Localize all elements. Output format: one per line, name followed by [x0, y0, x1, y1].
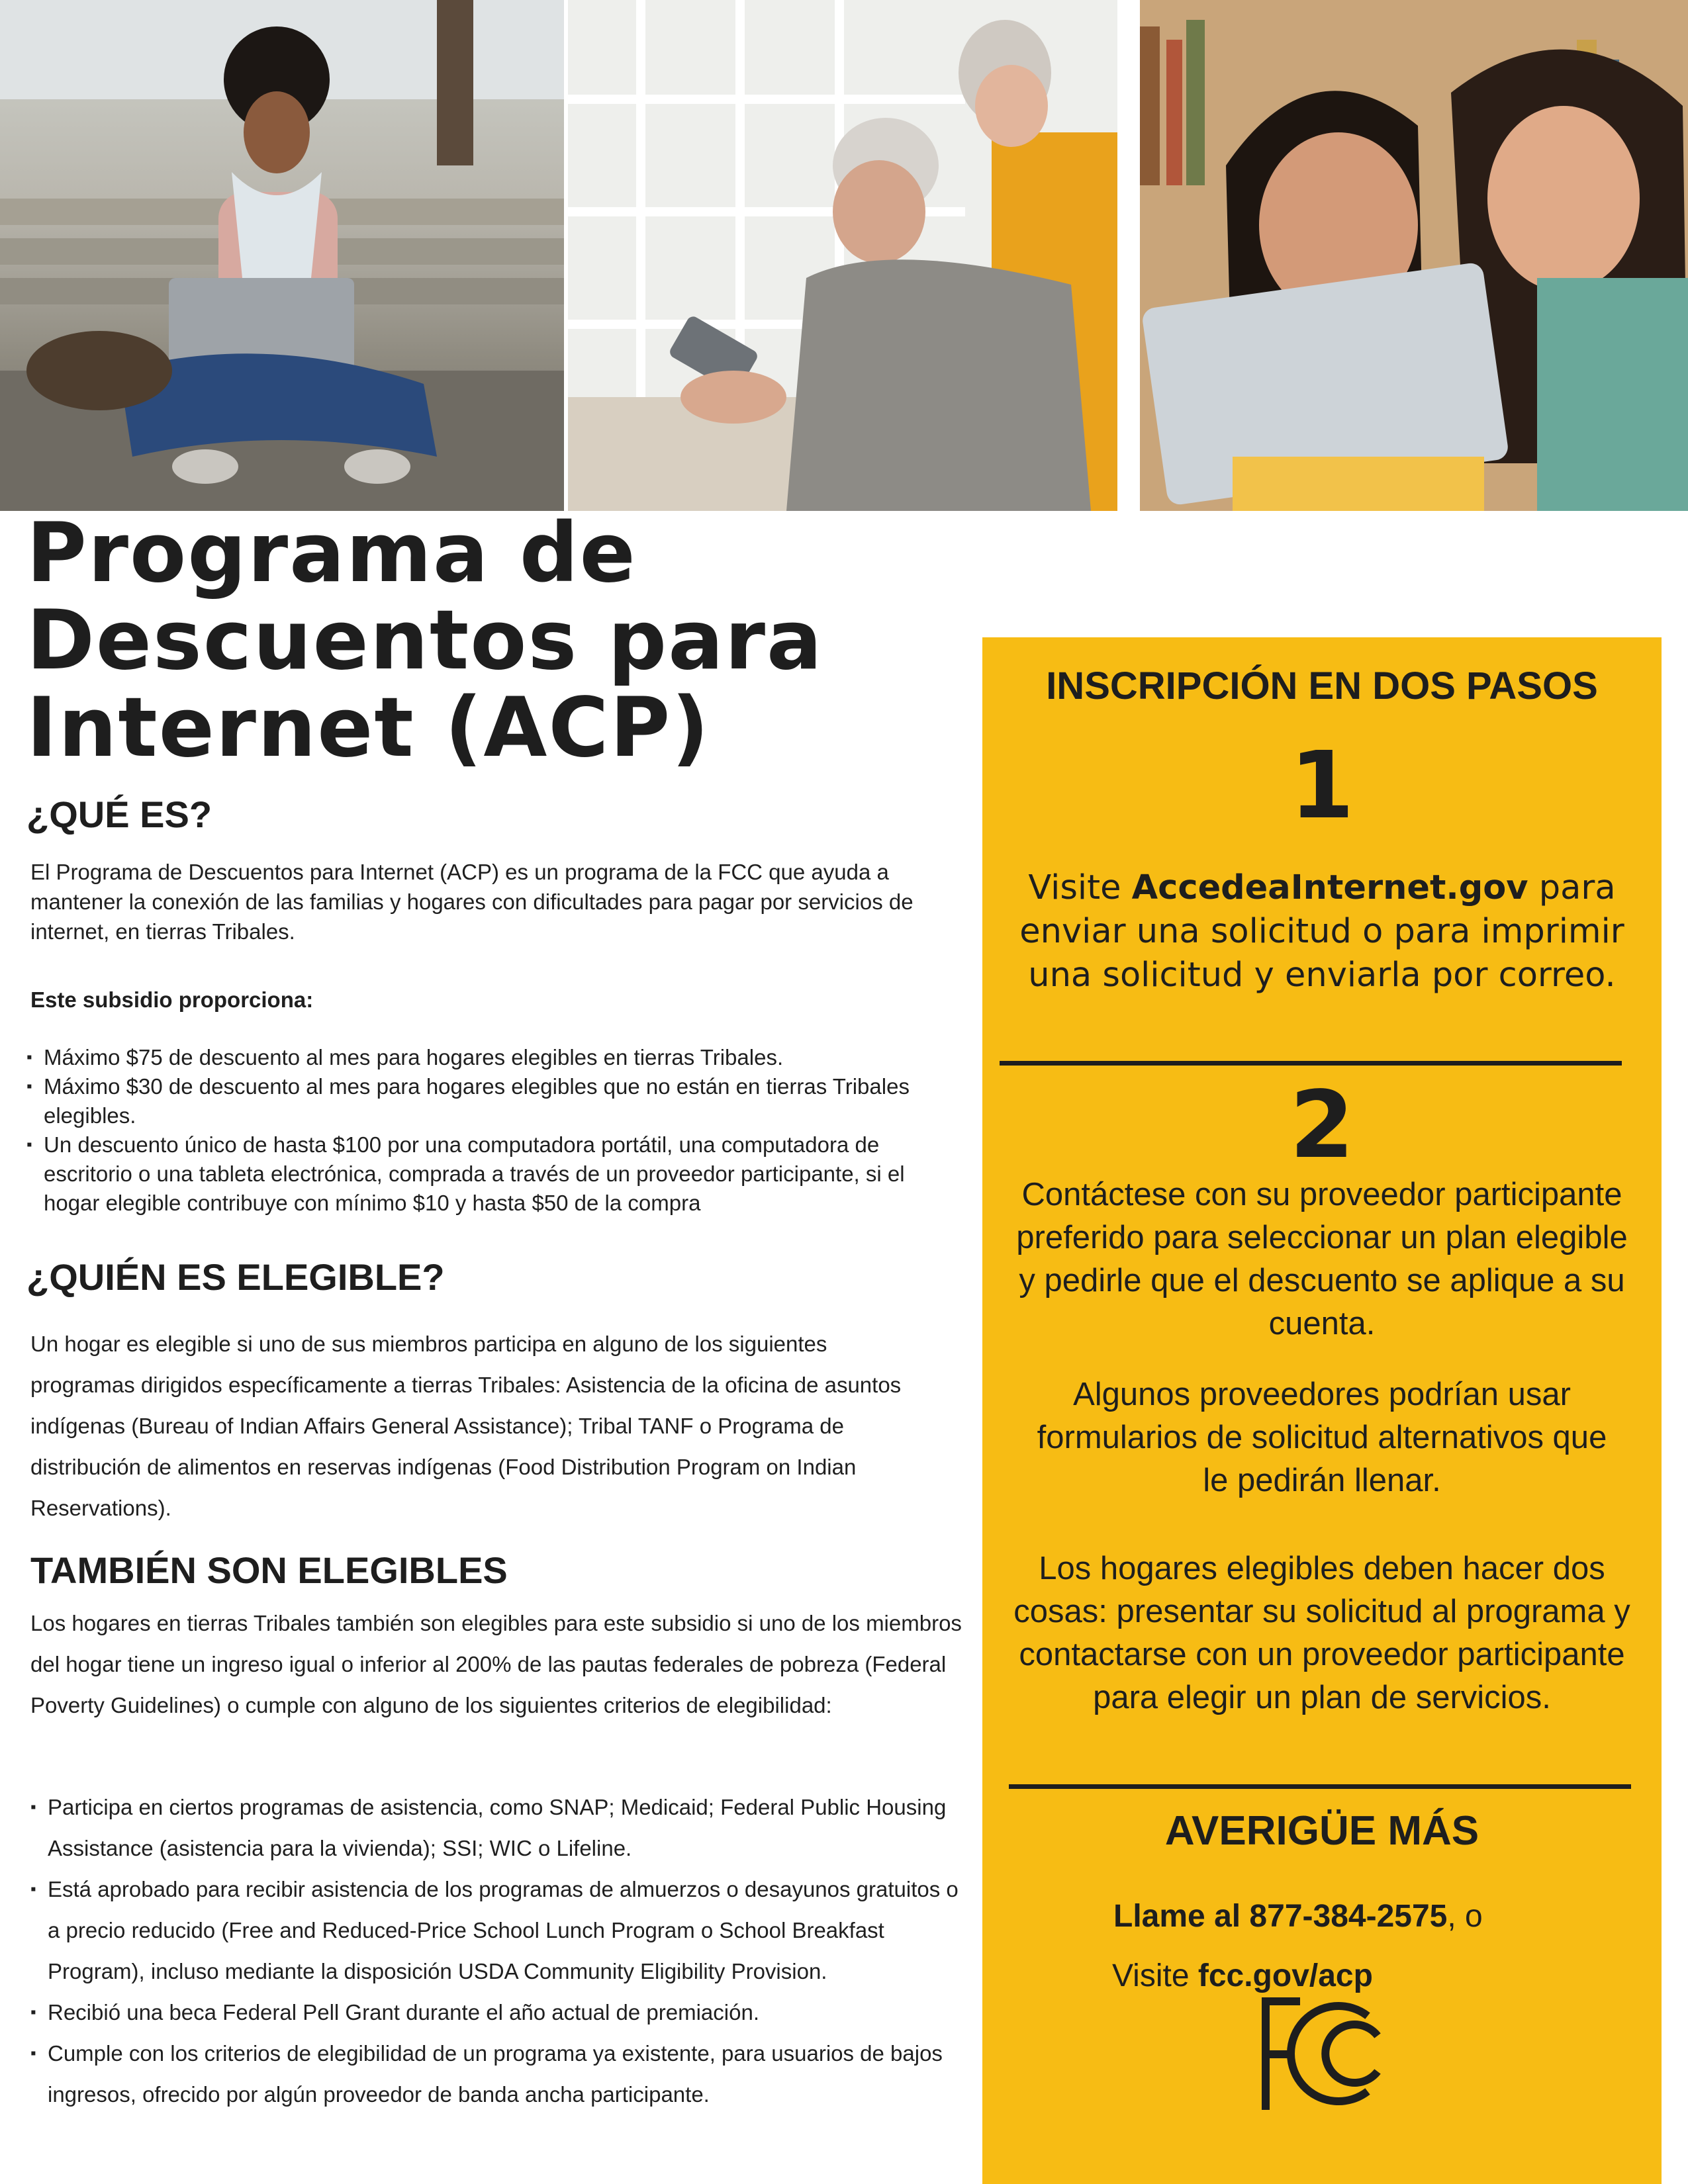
- more-heading: AVERIGÜE MÁS: [1164, 1808, 1479, 1854]
- step-2-number: 2: [1289, 1071, 1354, 1179]
- student-laptop-photo: [0, 0, 564, 511]
- subsidy-label: Este subsidio proporciona:: [30, 987, 314, 1012]
- call-line: [1113, 1898, 1483, 1934]
- seniors-tablet-photo: [568, 0, 1117, 511]
- divider: [1000, 1061, 1622, 1066]
- list-item: ▪ Un descuento único de hasta $100 por una computadora portátil, una computadora de escritorio o una tableta electrónica, comprada a través de un proveedor participante, si el hogar elegible contribuye con mínimo $10 y hasta $50 de la compra: [26, 1130, 960, 1218]
- student-laptop-illustration: [0, 0, 564, 511]
- list-item: ▪ Máximo $30 de descuento al mes para hogares elegibles que no están en tierras Tribales elegibles.: [26, 1072, 960, 1130]
- phone-number[interactable]: Llame al 877-384-2575: [1113, 1899, 1448, 1934]
- step-1-text: [982, 866, 1662, 997]
- visit-label: Visite: [1112, 1958, 1198, 1993]
- fcc-website-link[interactable]: fcc.gov/acp: [1197, 1958, 1373, 1993]
- girls-tablet-photo: [1140, 0, 1688, 511]
- visit-line: [1112, 1958, 1373, 1994]
- providers-note: Algunos proveedores podrían usar formularios de solicitud alternativos que le pedirán llenar.: [1037, 1377, 1607, 1498]
- divider: [1009, 1784, 1631, 1789]
- call-suffix: , o: [1447, 1899, 1483, 1934]
- panel-heading: INSCRIPCIÓN EN DOS PASOS: [1046, 664, 1598, 707]
- also-heading: TAMBIÉN SON ELEGIBLES: [30, 1549, 508, 1591]
- page-title: [26, 506, 887, 776]
- fcc-logo-icon: [1262, 1997, 1387, 2110]
- list-item: ▪ Participa en ciertos programas de asistencia, como SNAP; Medicaid; Federal Public Housing Assistance (asistencia para la vivienda); SSI; WIC o Lifeline.: [30, 1787, 970, 1869]
- list-item: ▪ Máximo $75 de descuento al mes para hogares elegibles en tierras Tribales.: [26, 1043, 960, 1072]
- list-item: ▪ Recibió una beca Federal Pell Grant durante el año actual de premiación.: [30, 1992, 970, 2033]
- step-1-post: para enviar una solicitud o para imprimir una solicitud y enviarla por correo.: [1019, 868, 1624, 995]
- enrollment-panel: [982, 637, 1662, 2184]
- list-item: ▪ Cumple con los criterios de elegibilidad de un programa ya existente, para usuarios de bajos ingresos, ofrecido por algún proveedor de banda ancha participante.: [30, 2033, 970, 2115]
- what-heading: ¿QUÉ ES?: [26, 794, 212, 835]
- households-note: Los hogares elegibles deben hacer dos cosas: presentar su solicitud al programa y contactarse con un proveedor participante para elegir un plan de servicios.: [1013, 1551, 1630, 1715]
- title-line: Internet (ACP): [26, 680, 710, 776]
- subsidy-list: [26, 1043, 960, 1218]
- title-line: Descuentos para: [26, 593, 823, 688]
- who-body: Un hogar es elegible si uno de sus miembros participa en alguno de los siguientes programas dirigidos específicamente a tierras Tribales: Asistencia de la oficina de asuntos indígenas (Bureau of Indian Affairs General Assistance); Tribal TANF o Programa de distribución de alimentos en reservas indígenas (Food Distribution Program on Indian Reservations).: [30, 1332, 902, 1520]
- who-heading: ¿QUIÉN ES ELEGIBLE?: [26, 1256, 445, 1298]
- also-body: Los hogares en tierras Tribales también son elegibles para este subsidio si uno de los miembros del hogar tiene un ingreso igual o inferior al 200% de las pautas federales de pobreza (Federal Poverty Guidelines) o cumple con alguno de los siguientes criterios de elegibilidad:: [30, 1611, 962, 1717]
- step-1-number: 1: [1289, 732, 1354, 840]
- seniors-tablet-illustration: [568, 0, 1117, 511]
- what-body: El Programa de Descuentos para Internet (ACP) es un programa de la FCC que ayuda a mantener la conexión de las familias y hogares con dificultades para pagar por servicios de internet, en tierras Tribales.: [30, 860, 914, 944]
- step-2-text: Contáctese con su proveedor participante preferido para seleccionar un plan elegible y pedirle que el descuento se aplique a su cuenta.: [1016, 1177, 1628, 1342]
- title-line: Programa de: [26, 506, 637, 601]
- list-item: ▪ Está aprobado para recibir asistencia de los programas de almuerzos o desayunos gratuitos o a precio reducido (Free and Reduced-Price School Lunch Program o School Breakfast Program), incluso mediante la disposición USDA Community Eligibility Provision.: [30, 1869, 970, 1992]
- girls-tablet-illustration: [1140, 0, 1688, 511]
- criteria-list: [30, 1787, 970, 2115]
- acp-website-link[interactable]: AccedeaInternet.gov: [1131, 868, 1528, 907]
- step-1-pre: Visite: [1028, 868, 1132, 907]
